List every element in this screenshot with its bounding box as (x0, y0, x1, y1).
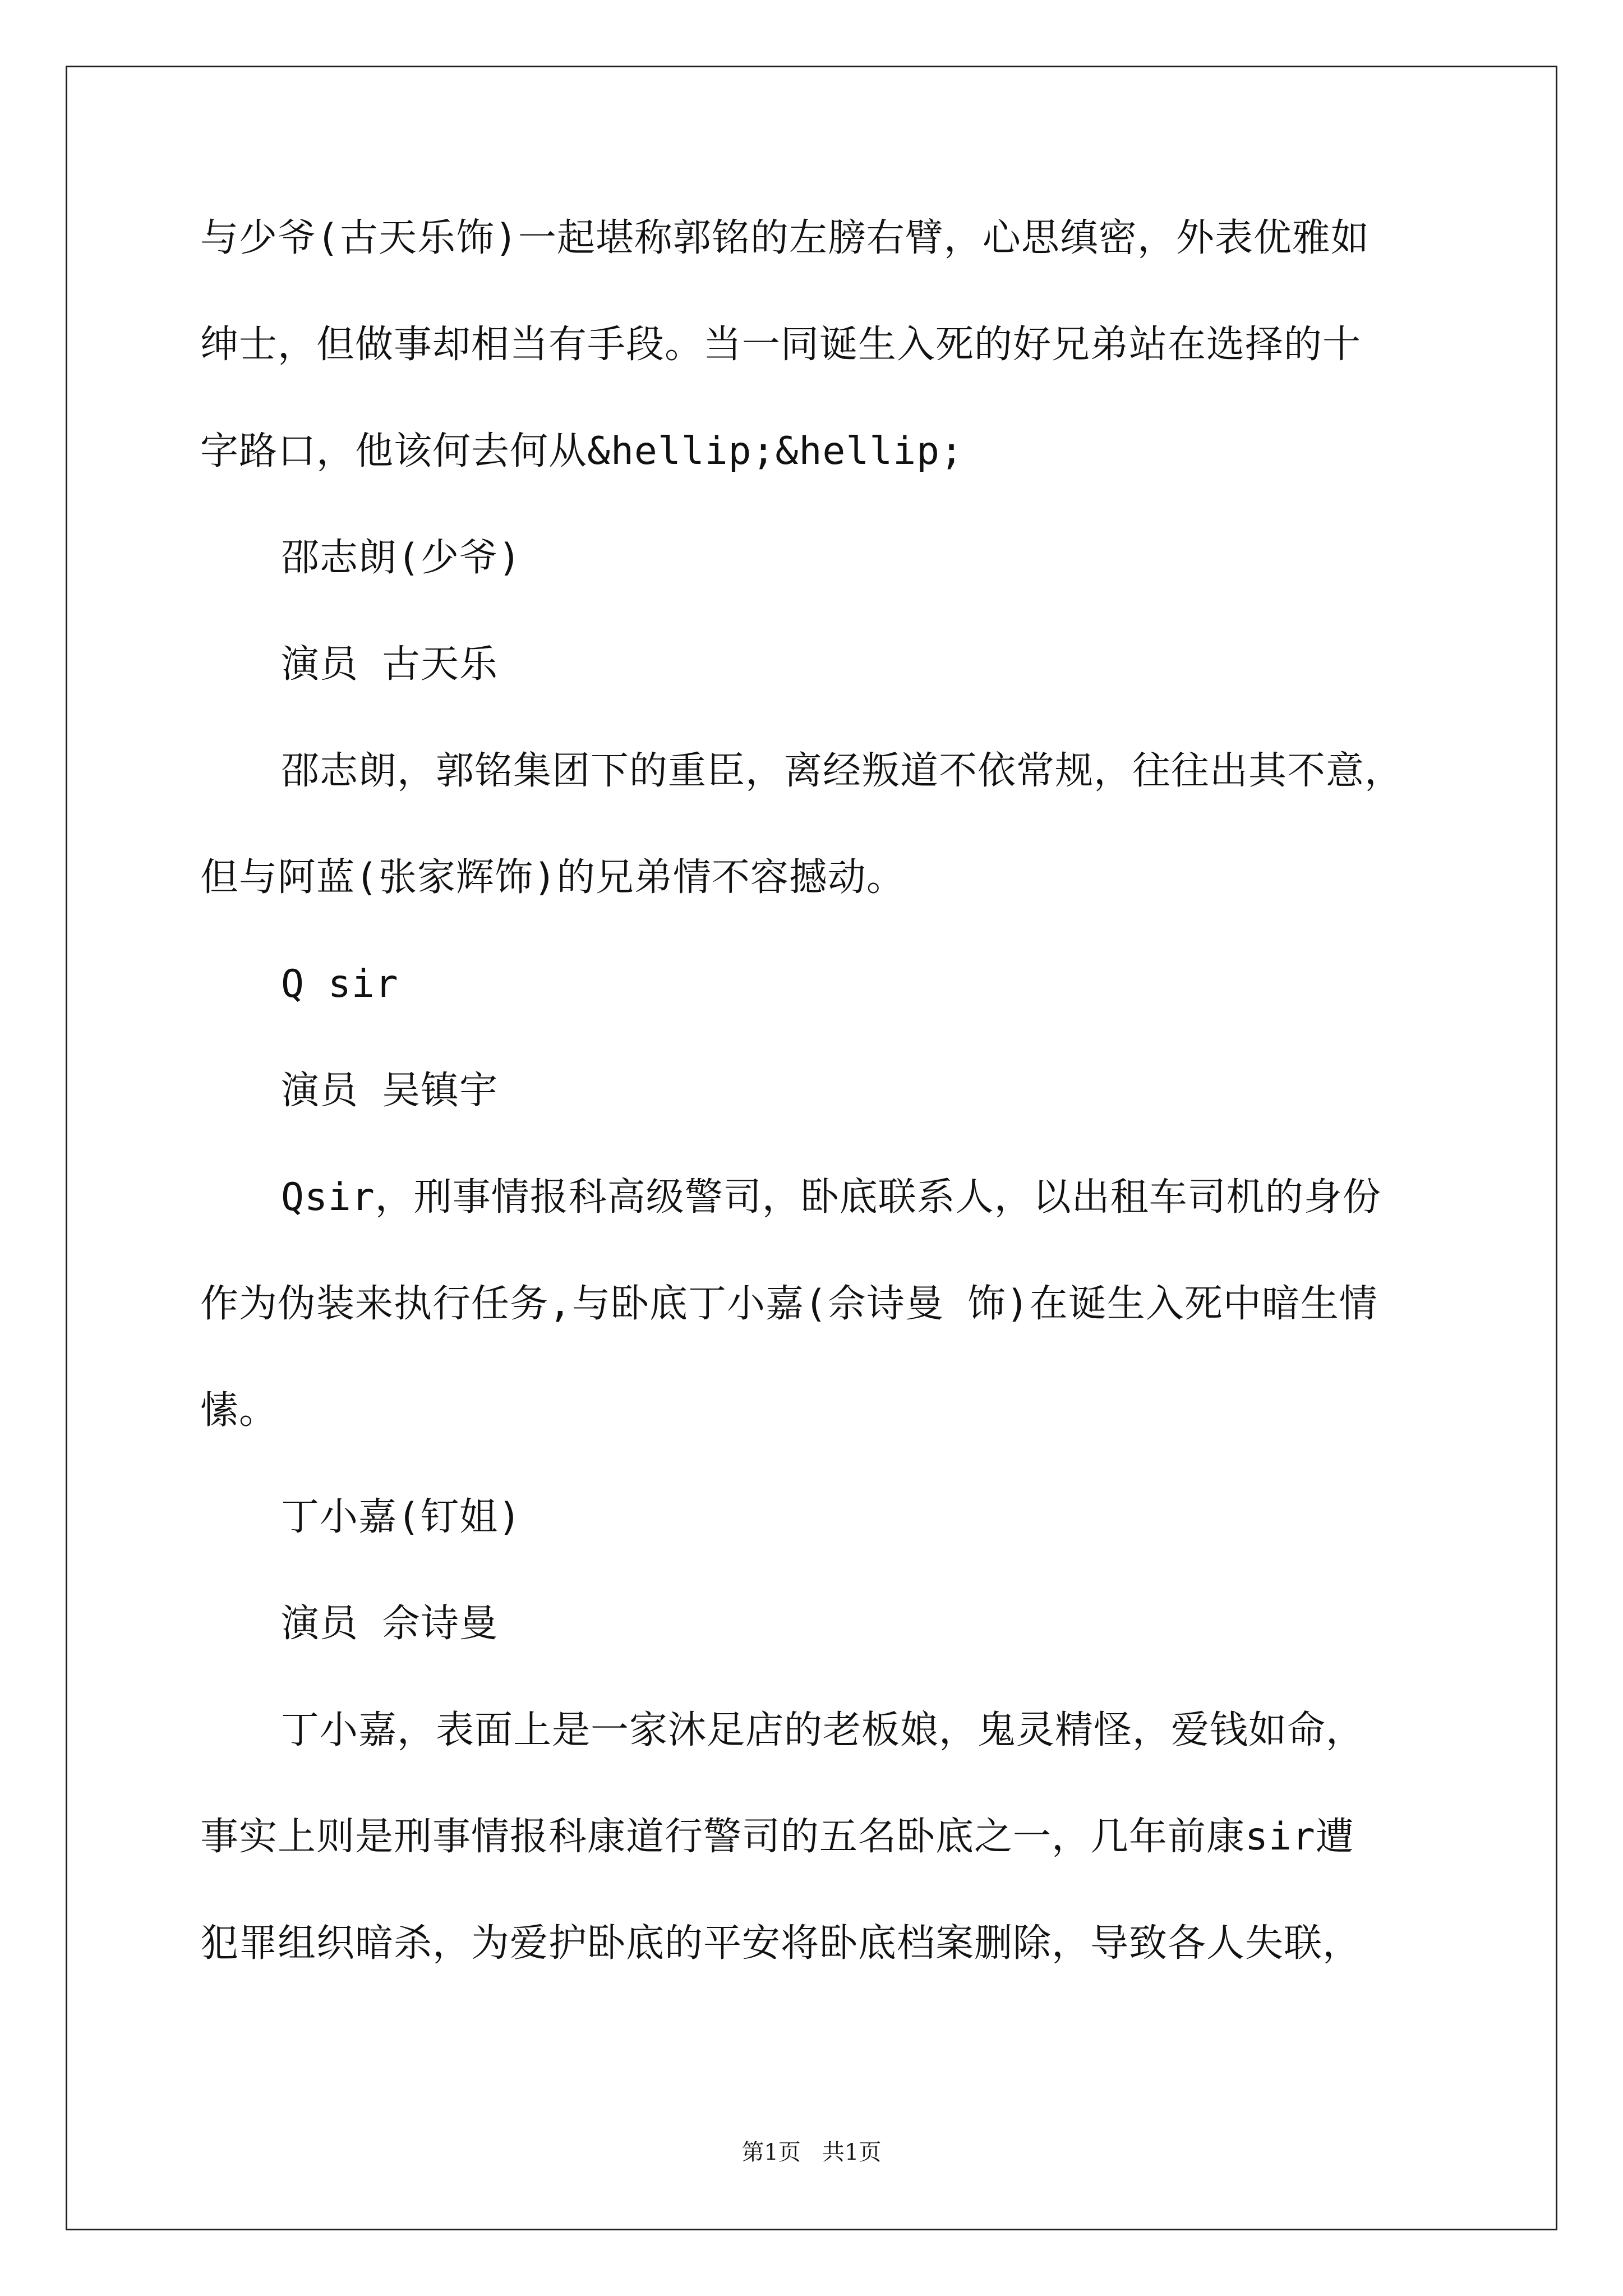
text-line: 与少爷(古天乐饰)一起堪称郭铭的左膀右臂，心思缜密，外表优雅如 (200, 216, 1370, 260)
page-number-footer: 第1页 共1页 (741, 2139, 882, 2165)
text-line: 绅士，但做事却相当有手段。当一同诞生入死的好兄弟站在选择的十 (200, 323, 1362, 367)
text-line: 邵志朗，郭铭集团下的重臣，离经叛道不依常规，往往出其不意， (281, 749, 1404, 793)
character-name: Q sir (281, 962, 399, 1006)
text-line: 作为伪装来执行任务,与卧底丁小嘉(佘诗曼 饰)在诞生入死中暗生情 (200, 1282, 1378, 1326)
character-name: 丁小嘉(钉姐) (281, 1495, 522, 1539)
document-body (200, 216, 1479, 2031)
actor-credit: 演员 吴镇宇 (281, 1069, 498, 1113)
text-line: 犯罪组织暗杀，为爱护卧底的平安将卧底档案删除，导致各人失联， (200, 1921, 1362, 1966)
character-name: 邵志朗(少爷) (281, 536, 522, 580)
text-line: Qsir，刑事情报科高级警司，卧底联系人，以出租车司机的身份 (281, 1175, 1381, 1220)
text-line: 但与阿蓝(张家辉饰)的兄弟情不容撼动。 (200, 855, 905, 900)
text-line: 事实上则是刑事情报科康道行警司的五名卧底之一，几年前康sir遭 (200, 1815, 1354, 1859)
text-line: 字路口，他该何去何从&hellip;&hellip; (200, 429, 964, 473)
actor-credit: 演员 古天乐 (281, 642, 498, 687)
text-line: 丁小嘉，表面上是一家沐足店的老板娘，鬼灵精怪，爱钱如命， (281, 1708, 1365, 1752)
actor-credit: 演员 佘诗曼 (281, 1602, 498, 1646)
text-line: 愫。 (200, 1388, 278, 1433)
